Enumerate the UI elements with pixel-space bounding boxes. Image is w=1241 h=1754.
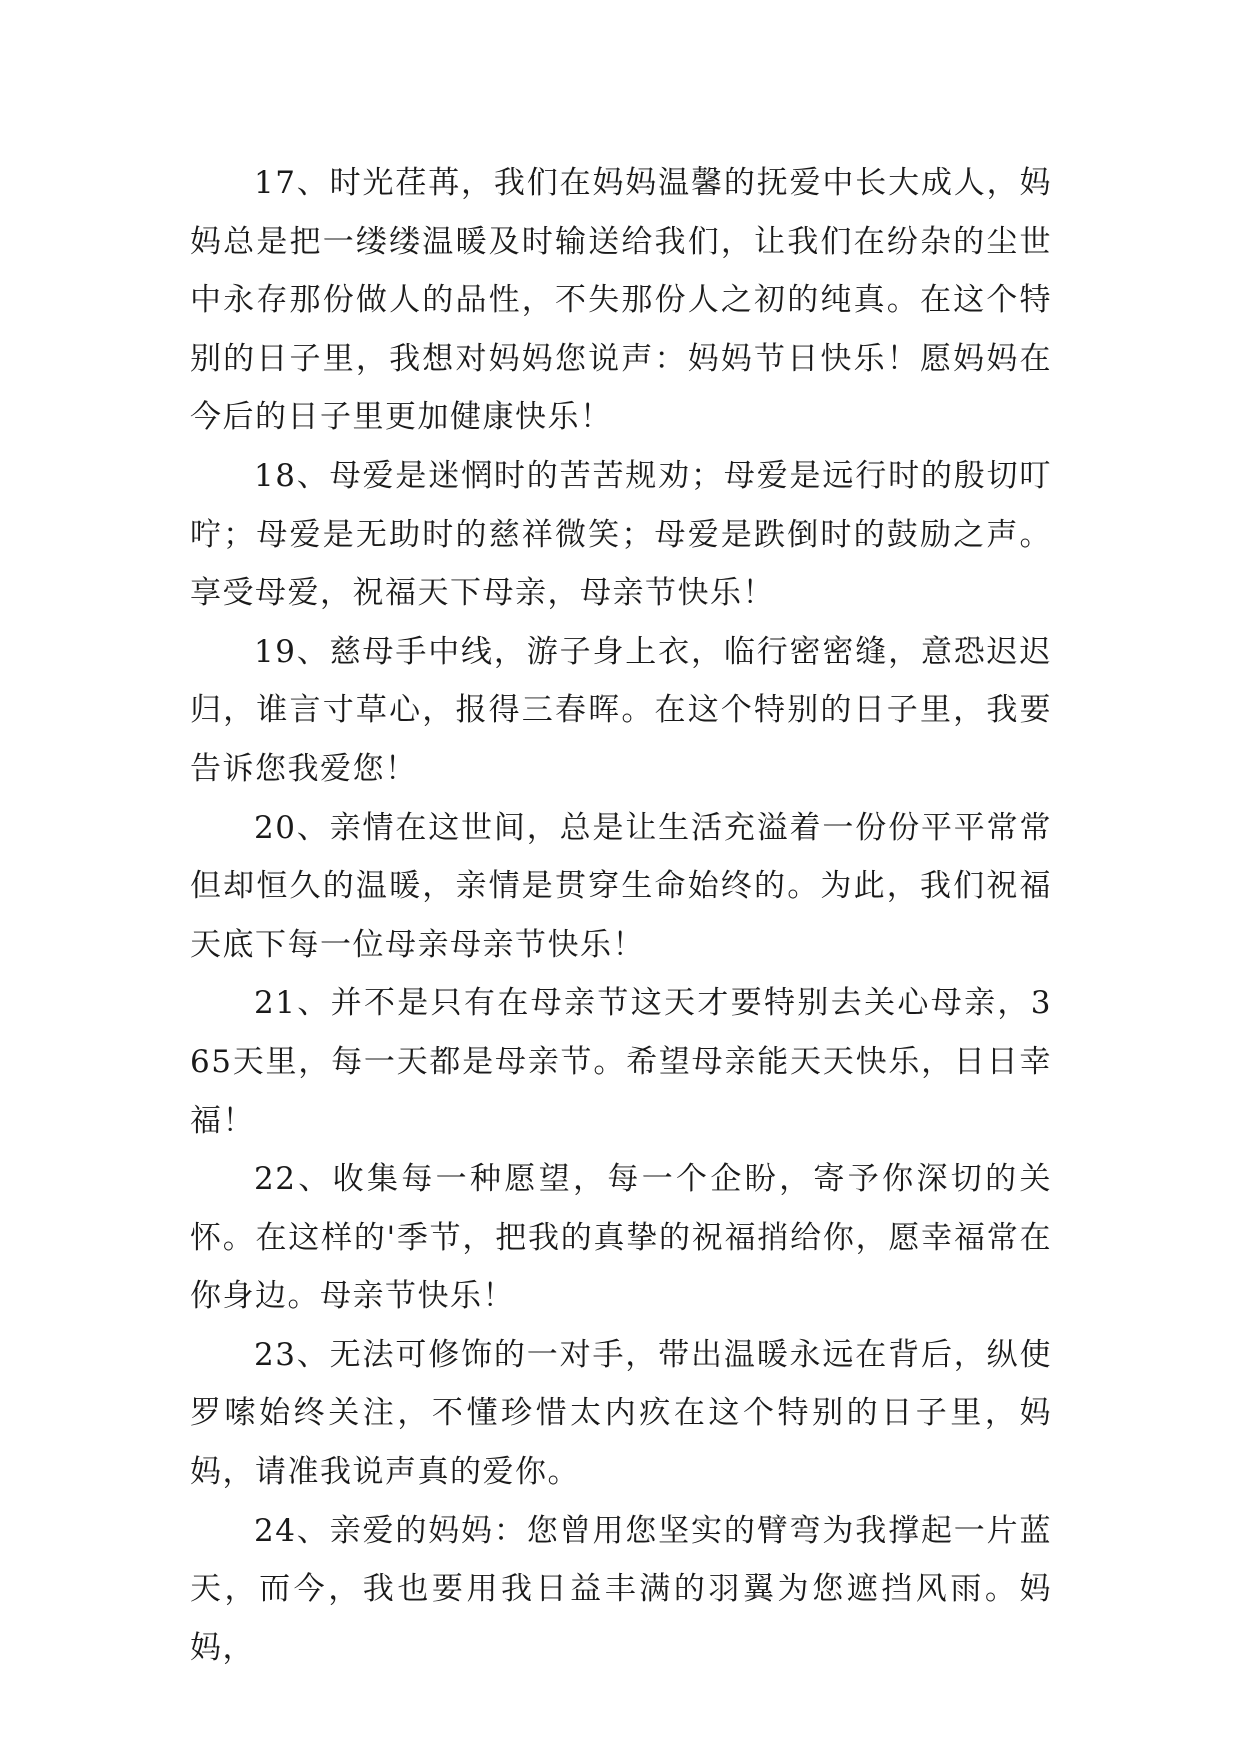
paragraph-22: 22、收集每一种愿望，每一个企盼，寄予你深切的关怀。在这样的'季节，把我的真挚的祝福捎给你，愿幸福常在你身边。母亲节快乐！ — [190, 1161, 1052, 1315]
paragraph-24: 24、亲爱的妈妈：您曾用您坚实的臂弯为我撑起一片蓝天，而今，我也要用我日益丰满的羽翼为您遮挡风雨。妈妈， — [190, 1512, 1052, 1666]
paragraph-21: 21、并不是只有在母亲节这天才要特别去关心母亲，365天里，每一天都是母亲节。希望母亲能天天快乐，日日幸福！ — [190, 985, 1052, 1139]
paragraph-20: 20、亲情在这世间，总是让生活充溢着一份份平平常常但却恒久的温暖，亲情是贯穿生命始终的。为此，我们祝福天底下每一位母亲母亲节快乐！ — [190, 809, 1052, 963]
paragraph-23: 23、无法可修饰的一对手，带出温暖永远在背后，纵使罗嗦始终关注，不懂珍惜太内疚在这个特别的日子里，妈妈，请准我说声真的爱你。 — [190, 1336, 1052, 1491]
paragraph-17: 17、时光荏苒，我们在妈妈温馨的抚爱中长大成人，妈妈总是把一缕缕温暖及时输送给我们，让我们在纷杂的尘世中永存那份做人的品性，不失那份人之初的纯真。在这个特别的日子里，我想对妈妈您说声：妈妈节日快乐！愿妈妈在今后的日子里更加健康快乐！ — [190, 165, 1052, 436]
document-body — [190, 154, 1052, 1677]
paragraph-19: 19、慈母手中线，游子身上衣，临行密密缝，意恐迟迟归，谁言寸草心，报得三春晖。在这个特别的日子里，我要告诉您我爱您！ — [190, 633, 1052, 787]
paragraph-18: 18、母爱是迷惘时的苦苦规劝；母爱是远行时的殷切叮咛；母爱是无助时的慈祥微笑；母爱是跌倒时的鼓励之声。享受母爱，祝福天下母亲，母亲节快乐！ — [190, 457, 1052, 612]
